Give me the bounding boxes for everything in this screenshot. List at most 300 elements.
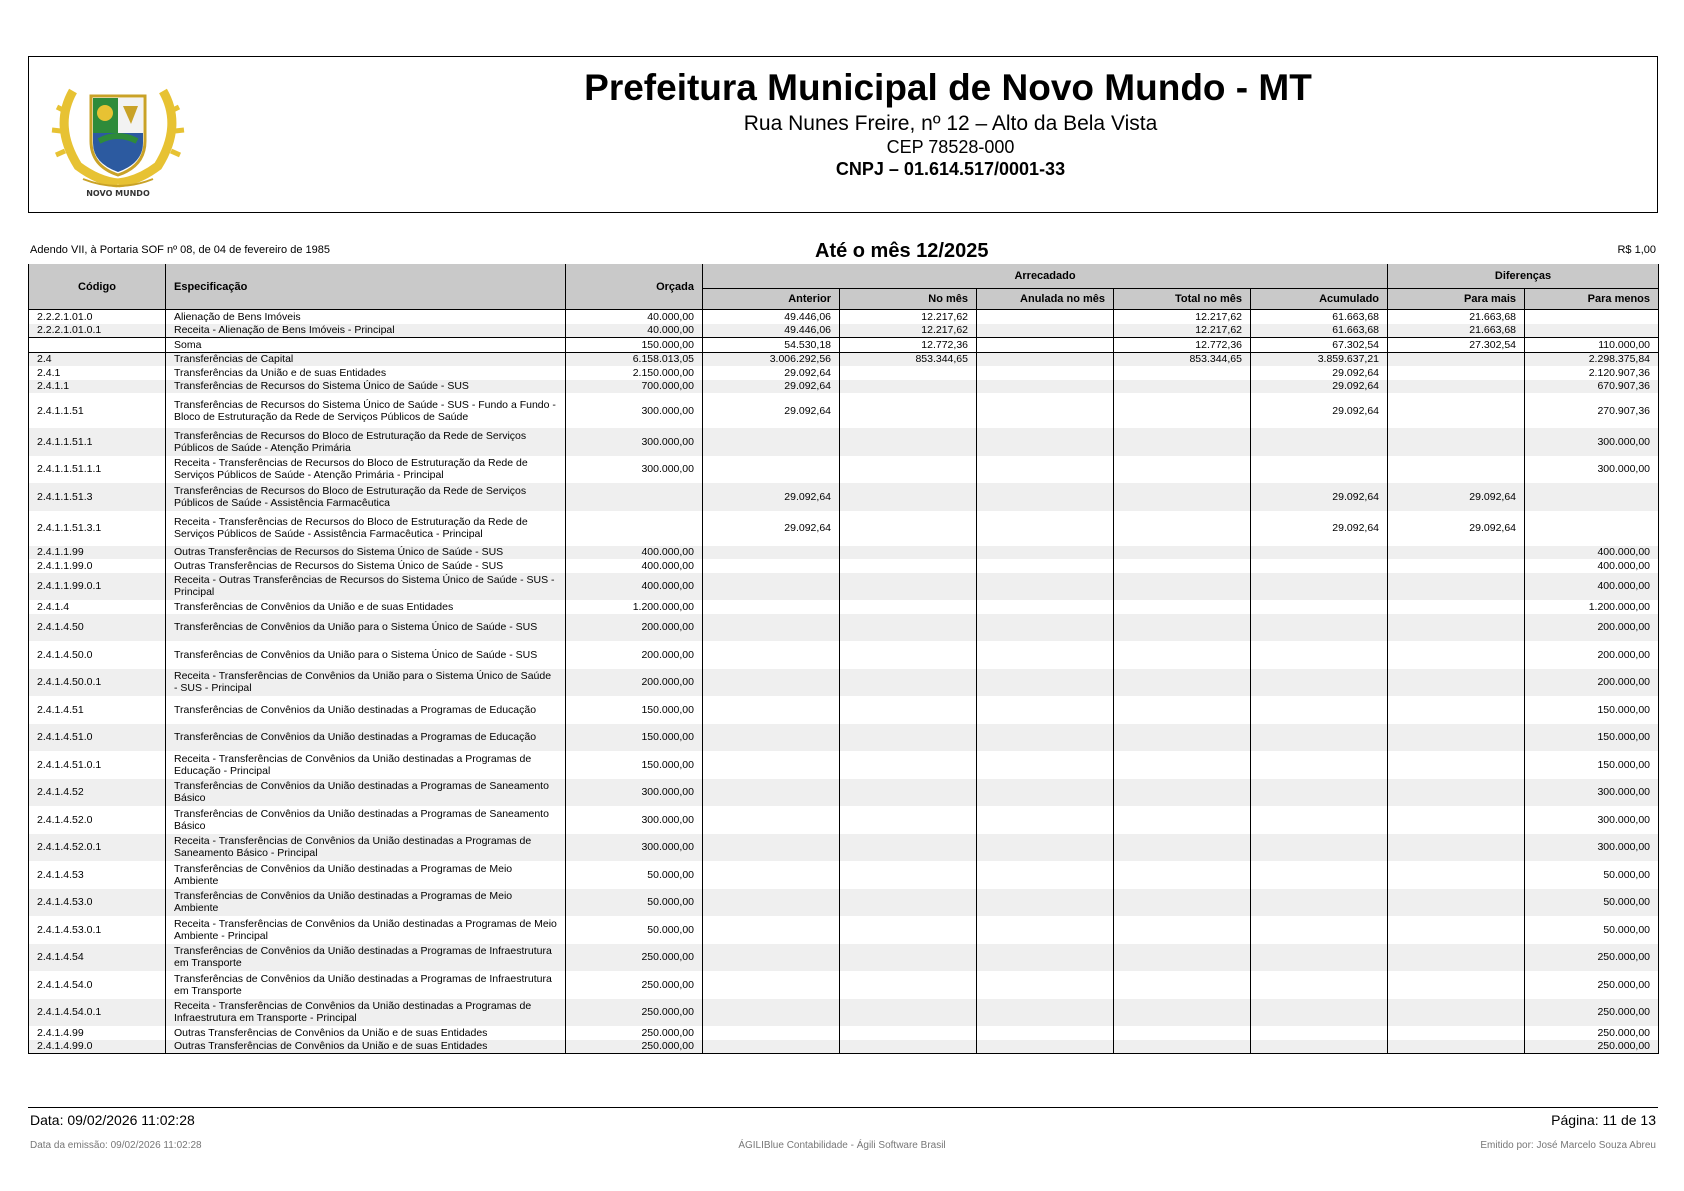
cell-codigo: 2.4.1.4.52.0.1 bbox=[29, 834, 166, 862]
cell-para-mais bbox=[1388, 834, 1525, 862]
currency-unit: R$ 1,00 bbox=[1617, 244, 1656, 256]
col-header-orcada: Orçada bbox=[566, 264, 703, 310]
cell-para-menos: 200.000,00 bbox=[1525, 614, 1659, 642]
cell-para-menos: 50.000,00 bbox=[1525, 889, 1659, 917]
cell-codigo: 2.2.2.1.01.0 bbox=[29, 310, 166, 324]
cell-anterior: 54.530,18 bbox=[703, 338, 840, 353]
cell-para-menos: 1.200.000,00 bbox=[1525, 600, 1659, 614]
cell-total-mes bbox=[1114, 614, 1251, 642]
cell-no-mes bbox=[840, 573, 977, 601]
cell-anterior bbox=[703, 669, 840, 697]
cell-para-menos: 50.000,00 bbox=[1525, 916, 1659, 944]
cell-anterior bbox=[703, 999, 840, 1027]
table-row bbox=[29, 971, 1659, 999]
cell-para-mais bbox=[1388, 999, 1525, 1027]
cell-codigo: 2.4.1.4.99.0 bbox=[29, 1040, 166, 1054]
cell-no-mes bbox=[840, 696, 977, 724]
cell-codigo: 2.4.1 bbox=[29, 366, 166, 380]
cell-acumulado bbox=[1251, 889, 1388, 917]
cell-para-menos: 200.000,00 bbox=[1525, 641, 1659, 669]
cell-codigo: 2.4.1.4.52.0 bbox=[29, 806, 166, 834]
cell-para-menos: 250.000,00 bbox=[1525, 944, 1659, 972]
cell-no-mes bbox=[840, 559, 977, 573]
cell-orcada: 300.000,00 bbox=[566, 428, 703, 456]
cell-codigo: 2.4.1.4.53.0 bbox=[29, 889, 166, 917]
cell-anterior bbox=[703, 861, 840, 889]
col-header-total-mes: Total no mês bbox=[1114, 289, 1251, 310]
cell-total-mes bbox=[1114, 916, 1251, 944]
cell-para-menos: 150.000,00 bbox=[1525, 751, 1659, 779]
col-header-no-mes: No mês bbox=[840, 289, 977, 310]
cell-para-mais bbox=[1388, 366, 1525, 380]
cell-anterior: 29.092,64 bbox=[703, 393, 840, 428]
cell-especificacao: Transferências de Convênios da União e de suas Entidades bbox=[166, 600, 566, 614]
cell-anulada bbox=[977, 641, 1114, 669]
cell-codigo: 2.4.1.1 bbox=[29, 380, 166, 394]
cell-codigo: 2.4.1.4 bbox=[29, 600, 166, 614]
cell-anulada bbox=[977, 779, 1114, 807]
cell-acumulado bbox=[1251, 916, 1388, 944]
cell-no-mes bbox=[840, 779, 977, 807]
cell-no-mes: 12.217,62 bbox=[840, 310, 977, 324]
cell-anterior: 29.092,64 bbox=[703, 380, 840, 394]
cell-anterior bbox=[703, 1026, 840, 1040]
cell-acumulado bbox=[1251, 861, 1388, 889]
cell-anterior bbox=[703, 724, 840, 752]
table-row bbox=[29, 861, 1659, 889]
software-credit: ÁGILIBlue Contabilidade - Ágili Software Brasil bbox=[738, 1140, 946, 1151]
cell-total-mes bbox=[1114, 600, 1251, 614]
cell-para-menos bbox=[1525, 310, 1659, 324]
cell-anterior: 29.092,64 bbox=[703, 366, 840, 380]
cell-anulada bbox=[977, 483, 1114, 511]
cell-anulada bbox=[977, 600, 1114, 614]
cell-orcada: 6.158.013,05 bbox=[566, 352, 703, 366]
col-header-anterior: Anterior bbox=[703, 289, 840, 310]
cell-para-menos: 400.000,00 bbox=[1525, 546, 1659, 560]
cell-especificacao: Outras Transferências de Convênios da União e de suas Entidades bbox=[166, 1040, 566, 1054]
cell-orcada: 300.000,00 bbox=[566, 456, 703, 484]
cell-anulada bbox=[977, 724, 1114, 752]
cell-para-menos: 50.000,00 bbox=[1525, 861, 1659, 889]
cell-anterior bbox=[703, 889, 840, 917]
cell-no-mes: 12.772,36 bbox=[840, 338, 977, 353]
table-row bbox=[29, 724, 1659, 752]
cell-no-mes bbox=[840, 916, 977, 944]
cell-especificacao: Transferências de Convênios da União destinadas a Programas de Meio Ambiente bbox=[166, 889, 566, 917]
table-row bbox=[29, 380, 1659, 394]
cell-orcada: 300.000,00 bbox=[566, 393, 703, 428]
table-row bbox=[29, 546, 1659, 560]
cell-especificacao: Soma bbox=[166, 338, 566, 353]
cell-orcada: 200.000,00 bbox=[566, 641, 703, 669]
col-header-para-mais: Para mais bbox=[1388, 289, 1525, 310]
cell-para-mais bbox=[1388, 546, 1525, 560]
cell-no-mes bbox=[840, 889, 977, 917]
table-row bbox=[29, 1040, 1659, 1054]
cell-no-mes bbox=[840, 393, 977, 428]
cell-no-mes bbox=[840, 861, 977, 889]
cell-para-menos: 300.000,00 bbox=[1525, 806, 1659, 834]
cell-codigo: 2.4.1.4.53.0.1 bbox=[29, 916, 166, 944]
cell-anulada bbox=[977, 971, 1114, 999]
cell-especificacao: Receita - Transferências de Convênios da União destinadas a Programas de Educação - Principal bbox=[166, 751, 566, 779]
table-row bbox=[29, 669, 1659, 697]
cell-no-mes bbox=[840, 1026, 977, 1040]
cell-acumulado bbox=[1251, 573, 1388, 601]
cell-para-menos: 150.000,00 bbox=[1525, 696, 1659, 724]
cell-para-mais bbox=[1388, 600, 1525, 614]
col-header-anulada: Anulada no mês bbox=[977, 289, 1114, 310]
cell-acumulado: 29.092,64 bbox=[1251, 366, 1388, 380]
cell-especificacao: Transferências de Recursos do Bloco de Estruturação da Rede de Serviços Públicos de Saúde - Assistência Farmacêutica bbox=[166, 483, 566, 511]
cell-orcada: 150.000,00 bbox=[566, 751, 703, 779]
table-row bbox=[29, 889, 1659, 917]
cell-especificacao: Transferências de Recursos do Bloco de Estruturação da Rede de Serviços Públicos de Saúde - Atenção Primária bbox=[166, 428, 566, 456]
cell-codigo: 2.2.2.1.01.0.1 bbox=[29, 324, 166, 338]
cell-anulada bbox=[977, 559, 1114, 573]
cell-para-mais: 29.092,64 bbox=[1388, 511, 1525, 546]
cell-codigo: 2.4.1.1.51.1.1 bbox=[29, 456, 166, 484]
cell-orcada: 400.000,00 bbox=[566, 559, 703, 573]
cell-orcada: 40.000,00 bbox=[566, 310, 703, 324]
cell-anulada bbox=[977, 310, 1114, 324]
cell-especificacao: Alienação de Bens Imóveis bbox=[166, 310, 566, 324]
cell-especificacao: Receita - Transferências de Convênios da União destinadas a Programas de Meio Ambiente - Principal bbox=[166, 916, 566, 944]
cell-especificacao: Receita - Transferências de Convênios da União destinadas a Programas de Saneamento Básico - Principal bbox=[166, 834, 566, 862]
cell-para-menos: 300.000,00 bbox=[1525, 456, 1659, 484]
cell-codigo: 2.4.1.4.54.0 bbox=[29, 971, 166, 999]
cell-especificacao: Transferências de Convênios da União destinadas a Programas de Infraestrutura em Transporte bbox=[166, 944, 566, 972]
cell-especificacao: Receita - Transferências de Convênios da União para o Sistema Único de Saúde - SUS - Principal bbox=[166, 669, 566, 697]
cell-especificacao: Outras Transferências de Convênios da União e de suas Entidades bbox=[166, 1026, 566, 1040]
cell-anterior bbox=[703, 641, 840, 669]
cell-total-mes bbox=[1114, 834, 1251, 862]
cell-especificacao: Transferências de Recursos do Sistema Único de Saúde - SUS bbox=[166, 380, 566, 394]
cell-anulada bbox=[977, 889, 1114, 917]
cell-para-menos: 150.000,00 bbox=[1525, 724, 1659, 752]
cell-total-mes bbox=[1114, 944, 1251, 972]
cell-no-mes bbox=[840, 511, 977, 546]
report-header bbox=[28, 56, 1658, 213]
cell-total-mes bbox=[1114, 573, 1251, 601]
cell-anterior: 49.446,06 bbox=[703, 310, 840, 324]
cell-codigo: 2.4.1.4.51.0 bbox=[29, 724, 166, 752]
cell-acumulado bbox=[1251, 641, 1388, 669]
cell-codigo: 2.4.1.4.51 bbox=[29, 696, 166, 724]
cell-total-mes bbox=[1114, 696, 1251, 724]
cell-total-mes bbox=[1114, 806, 1251, 834]
cell-acumulado: 67.302,54 bbox=[1251, 338, 1388, 353]
cell-orcada: 700.000,00 bbox=[566, 380, 703, 394]
cell-especificacao: Transferências de Convênios da União para o Sistema Único de Saúde - SUS bbox=[166, 614, 566, 642]
cell-no-mes bbox=[840, 366, 977, 380]
cell-anulada bbox=[977, 380, 1114, 394]
table-row bbox=[29, 338, 1659, 353]
cell-para-menos: 110.000,00 bbox=[1525, 338, 1659, 353]
cell-para-mais bbox=[1388, 380, 1525, 394]
col-header-codigo: Código bbox=[29, 264, 166, 310]
cell-para-mais bbox=[1388, 352, 1525, 366]
table-row bbox=[29, 483, 1659, 511]
page-number: Página: 11 de 13 bbox=[1551, 1112, 1656, 1128]
cell-acumulado bbox=[1251, 724, 1388, 752]
group-header-diferencas: Diferenças bbox=[1388, 264, 1659, 289]
cell-anulada bbox=[977, 352, 1114, 366]
cell-especificacao: Receita - Transferências de Recursos do Bloco de Estruturação da Rede de Serviços Públicos de Saúde - Assistência Farmacêutica - Principal bbox=[166, 511, 566, 546]
cell-anulada bbox=[977, 861, 1114, 889]
cell-anulada bbox=[977, 1040, 1114, 1054]
table-row bbox=[29, 573, 1659, 601]
cell-no-mes bbox=[840, 724, 977, 752]
cell-codigo bbox=[29, 338, 166, 353]
table-row bbox=[29, 641, 1659, 669]
cell-no-mes bbox=[840, 751, 977, 779]
cell-no-mes: 853.344,65 bbox=[840, 352, 977, 366]
cell-para-menos: 250.000,00 bbox=[1525, 999, 1659, 1027]
cell-para-mais bbox=[1388, 559, 1525, 573]
cell-para-mais bbox=[1388, 573, 1525, 601]
cell-total-mes bbox=[1114, 559, 1251, 573]
cell-anterior: 49.446,06 bbox=[703, 324, 840, 338]
cell-orcada: 200.000,00 bbox=[566, 614, 703, 642]
cell-acumulado bbox=[1251, 669, 1388, 697]
adendo-text: Adendo VII, à Portaria SOF nº 08, de 04 de fevereiro de 1985 bbox=[30, 244, 330, 256]
cell-anulada bbox=[977, 751, 1114, 779]
table-body bbox=[29, 310, 1659, 1054]
cell-no-mes bbox=[840, 456, 977, 484]
cell-orcada: 50.000,00 bbox=[566, 889, 703, 917]
cell-especificacao: Transferências de Convênios da União destinadas a Programas de Educação bbox=[166, 724, 566, 752]
cell-anulada bbox=[977, 944, 1114, 972]
table-row bbox=[29, 511, 1659, 546]
cell-especificacao: Receita - Transferências de Recursos do Bloco de Estruturação da Rede de Serviços Públicos de Saúde - Atenção Primária - Principal bbox=[166, 456, 566, 484]
cell-para-mais bbox=[1388, 641, 1525, 669]
cell-para-mais bbox=[1388, 944, 1525, 972]
cell-total-mes bbox=[1114, 380, 1251, 394]
cell-total-mes bbox=[1114, 393, 1251, 428]
cell-anterior bbox=[703, 779, 840, 807]
cell-para-mais bbox=[1388, 393, 1525, 428]
cell-codigo: 2.4.1.1.99.0 bbox=[29, 559, 166, 573]
cell-total-mes bbox=[1114, 511, 1251, 546]
cell-total-mes bbox=[1114, 999, 1251, 1027]
cell-codigo: 2.4.1.4.50.0.1 bbox=[29, 669, 166, 697]
cell-para-menos bbox=[1525, 483, 1659, 511]
cell-para-menos: 400.000,00 bbox=[1525, 559, 1659, 573]
cell-para-mais bbox=[1388, 971, 1525, 999]
cell-para-menos: 670.907,36 bbox=[1525, 380, 1659, 394]
cell-anulada bbox=[977, 1026, 1114, 1040]
cell-no-mes bbox=[840, 428, 977, 456]
cell-anterior: 29.092,64 bbox=[703, 511, 840, 546]
footer-date: Data: 09/02/2026 11:02:28 bbox=[30, 1112, 195, 1128]
cell-total-mes bbox=[1114, 428, 1251, 456]
cell-total-mes: 12.772,36 bbox=[1114, 338, 1251, 353]
period-title: Até o mês 12/2025 bbox=[815, 240, 989, 262]
cell-no-mes bbox=[840, 1040, 977, 1054]
cell-acumulado bbox=[1251, 944, 1388, 972]
cell-anterior bbox=[703, 456, 840, 484]
cell-codigo: 2.4 bbox=[29, 352, 166, 366]
cell-codigo: 2.4.1.1.51.3.1 bbox=[29, 511, 166, 546]
cell-no-mes bbox=[840, 546, 977, 560]
cell-acumulado bbox=[1251, 1040, 1388, 1054]
cell-acumulado bbox=[1251, 614, 1388, 642]
cell-anterior bbox=[703, 428, 840, 456]
cell-acumulado: 29.092,64 bbox=[1251, 393, 1388, 428]
cell-codigo: 2.4.1.1.99 bbox=[29, 546, 166, 560]
cell-acumulado bbox=[1251, 546, 1388, 560]
table-row bbox=[29, 600, 1659, 614]
cell-orcada: 1.200.000,00 bbox=[566, 600, 703, 614]
cell-acumulado bbox=[1251, 696, 1388, 724]
cell-no-mes bbox=[840, 641, 977, 669]
cell-acumulado bbox=[1251, 559, 1388, 573]
cell-para-mais bbox=[1388, 669, 1525, 697]
cell-no-mes: 12.217,62 bbox=[840, 324, 977, 338]
cell-especificacao: Transferências de Capital bbox=[166, 352, 566, 366]
cell-orcada: 250.000,00 bbox=[566, 999, 703, 1027]
cell-para-mais: 21.663,68 bbox=[1388, 310, 1525, 324]
cell-anulada bbox=[977, 669, 1114, 697]
cell-especificacao: Outras Transferências de Recursos do Sistema Único de Saúde - SUS bbox=[166, 546, 566, 560]
table-row bbox=[29, 614, 1659, 642]
cell-para-menos bbox=[1525, 511, 1659, 546]
cell-acumulado bbox=[1251, 1026, 1388, 1040]
table-row bbox=[29, 428, 1659, 456]
cell-codigo: 2.4.1.4.53 bbox=[29, 861, 166, 889]
cell-para-mais bbox=[1388, 806, 1525, 834]
cell-para-mais: 29.092,64 bbox=[1388, 483, 1525, 511]
cell-anterior bbox=[703, 806, 840, 834]
cell-no-mes bbox=[840, 380, 977, 394]
cell-para-mais bbox=[1388, 861, 1525, 889]
table-row bbox=[29, 779, 1659, 807]
cell-total-mes bbox=[1114, 546, 1251, 560]
cell-codigo: 2.4.1.4.52 bbox=[29, 779, 166, 807]
cell-total-mes bbox=[1114, 669, 1251, 697]
cell-anterior bbox=[703, 573, 840, 601]
cell-anulada bbox=[977, 428, 1114, 456]
table-row bbox=[29, 393, 1659, 428]
cep-line: CEP 78528-000 bbox=[886, 137, 1015, 157]
cell-no-mes bbox=[840, 834, 977, 862]
table-row bbox=[29, 1026, 1659, 1040]
cell-anulada bbox=[977, 324, 1114, 338]
cell-para-menos: 300.000,00 bbox=[1525, 428, 1659, 456]
cell-acumulado bbox=[1251, 456, 1388, 484]
table-row bbox=[29, 324, 1659, 338]
cell-anulada bbox=[977, 511, 1114, 546]
cell-acumulado: 3.859.637,21 bbox=[1251, 352, 1388, 366]
cell-no-mes bbox=[840, 944, 977, 972]
cell-anulada bbox=[977, 546, 1114, 560]
cell-acumulado bbox=[1251, 600, 1388, 614]
issued-by: Emitido por: José Marcelo Souza Abreu bbox=[1480, 1140, 1656, 1151]
cell-para-mais bbox=[1388, 916, 1525, 944]
cell-anterior bbox=[703, 916, 840, 944]
cell-acumulado bbox=[1251, 779, 1388, 807]
cell-acumulado bbox=[1251, 999, 1388, 1027]
report-title: Prefeitura Municipal de Novo Mundo - MT bbox=[584, 67, 1312, 108]
cell-no-mes bbox=[840, 806, 977, 834]
cell-acumulado: 61.663,68 bbox=[1251, 324, 1388, 338]
cell-orcada: 40.000,00 bbox=[566, 324, 703, 338]
cell-no-mes bbox=[840, 614, 977, 642]
col-header-especificacao: Especificação bbox=[166, 264, 566, 310]
cell-total-mes bbox=[1114, 483, 1251, 511]
cell-para-mais bbox=[1388, 456, 1525, 484]
cell-total-mes bbox=[1114, 779, 1251, 807]
cell-para-mais: 21.663,68 bbox=[1388, 324, 1525, 338]
col-header-para-menos: Para menos bbox=[1525, 289, 1659, 310]
cell-orcada: 300.000,00 bbox=[566, 806, 703, 834]
cell-orcada bbox=[566, 483, 703, 511]
cell-codigo: 2.4.1.4.54 bbox=[29, 944, 166, 972]
emission-date: Data da emissão: 09/02/2026 11:02:28 bbox=[30, 1140, 202, 1151]
cell-total-mes bbox=[1114, 971, 1251, 999]
cell-especificacao: Transferências de Convênios da União destinadas a Programas de Infraestrutura em Transporte bbox=[166, 971, 566, 999]
cell-para-mais bbox=[1388, 614, 1525, 642]
cell-anulada bbox=[977, 916, 1114, 944]
cell-especificacao: Transferências de Convênios da União destinadas a Programas de Educação bbox=[166, 696, 566, 724]
cell-anterior bbox=[703, 546, 840, 560]
cell-anulada bbox=[977, 696, 1114, 724]
cell-orcada: 2.150.000,00 bbox=[566, 366, 703, 380]
cell-acumulado: 61.663,68 bbox=[1251, 310, 1388, 324]
address-line: Rua Nunes Freire, nº 12 – Alto da Bela Vista bbox=[743, 112, 1158, 135]
cell-total-mes: 853.344,65 bbox=[1114, 352, 1251, 366]
cell-anterior bbox=[703, 614, 840, 642]
cell-especificacao: Receita - Outras Transferências de Recursos do Sistema Único de Saúde - SUS - Principal bbox=[166, 573, 566, 601]
cell-para-menos: 300.000,00 bbox=[1525, 834, 1659, 862]
cell-para-mais: 27.302,54 bbox=[1388, 338, 1525, 353]
table-row bbox=[29, 916, 1659, 944]
cell-orcada: 300.000,00 bbox=[566, 779, 703, 807]
cell-acumulado bbox=[1251, 751, 1388, 779]
svg-text:NOVO MUNDO: NOVO MUNDO bbox=[86, 189, 150, 198]
footer-divider bbox=[28, 1107, 1658, 1108]
cell-para-mais bbox=[1388, 1040, 1525, 1054]
cell-codigo: 2.4.1.4.51.0.1 bbox=[29, 751, 166, 779]
cell-anulada bbox=[977, 999, 1114, 1027]
cell-anulada bbox=[977, 806, 1114, 834]
cell-para-menos: 400.000,00 bbox=[1525, 573, 1659, 601]
cell-orcada: 250.000,00 bbox=[566, 1040, 703, 1054]
cell-no-mes bbox=[840, 971, 977, 999]
table-row bbox=[29, 751, 1659, 779]
cell-anulada bbox=[977, 614, 1114, 642]
cell-especificacao: Transferências de Convênios da União destinadas a Programas de Saneamento Básico bbox=[166, 806, 566, 834]
cell-para-mais bbox=[1388, 779, 1525, 807]
cell-especificacao: Outras Transferências de Recursos do Sistema Único de Saúde - SUS bbox=[166, 559, 566, 573]
table-row bbox=[29, 366, 1659, 380]
table-row bbox=[29, 999, 1659, 1027]
table-row bbox=[29, 944, 1659, 972]
cell-orcada: 300.000,00 bbox=[566, 834, 703, 862]
cell-anulada bbox=[977, 456, 1114, 484]
cell-orcada: 50.000,00 bbox=[566, 916, 703, 944]
cell-orcada: 400.000,00 bbox=[566, 546, 703, 560]
cell-anulada bbox=[977, 366, 1114, 380]
revenue-table bbox=[28, 264, 1659, 1054]
cnpj-line: CNPJ – 01.614.517/0001-33 bbox=[835, 159, 1066, 179]
cell-no-mes bbox=[840, 669, 977, 697]
cell-especificacao: Transferências de Convênios da União para o Sistema Único de Saúde - SUS bbox=[166, 641, 566, 669]
cell-orcada: 250.000,00 bbox=[566, 971, 703, 999]
cell-orcada bbox=[566, 511, 703, 546]
